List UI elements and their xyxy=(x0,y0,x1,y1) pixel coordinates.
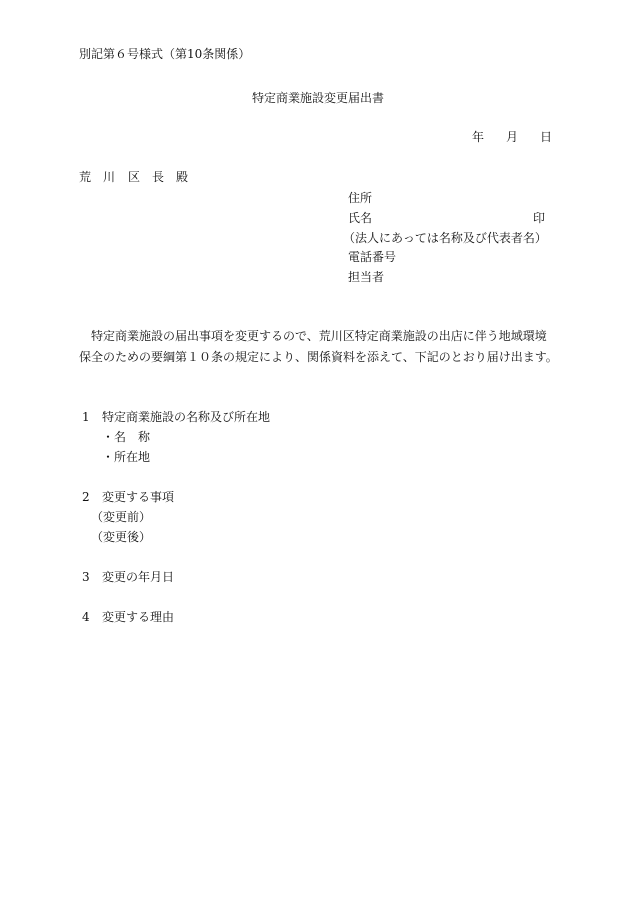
document-title: 特定商業施設変更届出書 xyxy=(252,91,385,105)
form-number: 別記第６号様式（第10条関係） xyxy=(79,47,251,61)
seal-mark: 印 xyxy=(533,211,546,225)
name-label: 氏名 xyxy=(348,211,373,225)
sub-item-name-b: 称 xyxy=(138,430,151,444)
item-label: 変更する理由 xyxy=(102,610,175,624)
corporation-note: （法人にあっては名称及び代表者名） xyxy=(343,231,547,245)
document-page: 別記第６号様式（第10条関係） 特定商業施設変更届出書 年 月 日 荒 川 区 長 殿 住所 氏名 印 （法人にあっては名称及び代表者名） 電話番号 担当者 特定商業施設の届出事項を変更するので、荒川区特定商業施設の出店に伴う地域環境 保全のための要綱第１０条の規定により、関係資料を添えて、下記のとおり届け出ます。 1 特定商業施設の名称及び所在地 ・名 称 ・所在地 2 変更する事項 （変更前） （変更後） 3 変更の年月日 4 変更する理由 xyxy=(0,0,630,903)
item-number: 1 xyxy=(82,410,90,424)
phone-label: 電話番号 xyxy=(348,250,397,264)
address-label: 住所 xyxy=(348,191,373,205)
item-number: 2 xyxy=(82,490,90,504)
date-day: 日 xyxy=(540,130,553,144)
sub-item-location: ・所在地 xyxy=(102,450,151,464)
item-number: 4 xyxy=(82,610,90,624)
item-number: 3 xyxy=(82,570,90,584)
item-label: 特定商業施設の名称及び所在地 xyxy=(102,410,271,424)
item-label: 変更する事項 xyxy=(102,490,175,504)
contact-person-label: 担当者 xyxy=(348,270,385,284)
after-change: （変更後） xyxy=(91,530,152,544)
date-month: 月 xyxy=(506,130,519,144)
sub-item-name-a: ・名 xyxy=(102,430,127,444)
date-year: 年 xyxy=(472,130,485,144)
item-label: 変更の年月日 xyxy=(102,570,175,584)
body-line-2: 保全のための要綱第１０条の規定により、関係資料を添えて、下記のとおり届け出ます。 xyxy=(79,350,558,364)
before-change: （変更前） xyxy=(91,510,152,524)
body-line-1: 特定商業施設の届出事項を変更するので、荒川区特定商業施設の出店に伴う地域環境 xyxy=(91,329,547,343)
